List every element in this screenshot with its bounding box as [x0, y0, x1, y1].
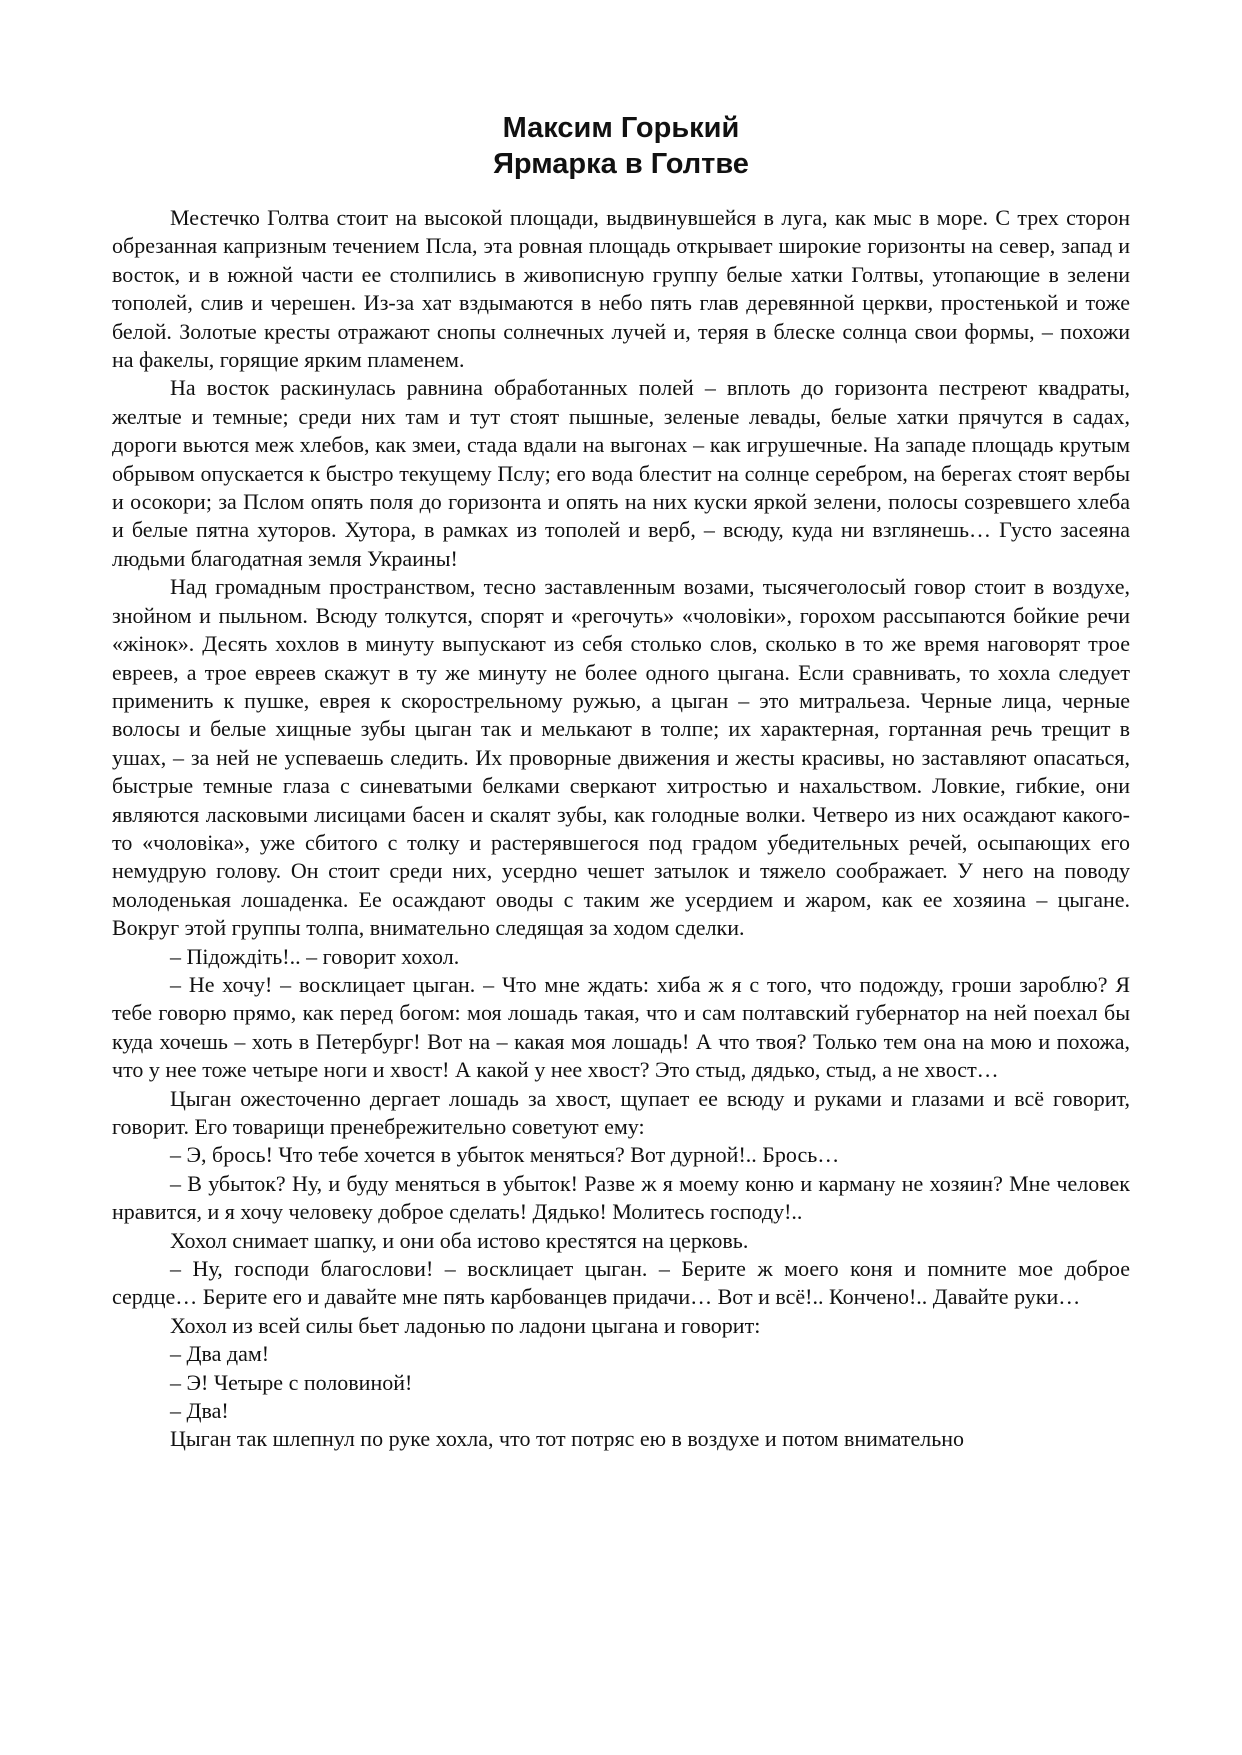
dialogue-line: – Два дам!: [170, 1341, 270, 1367]
paragraph: Хохол из всей силы бьет ладонью по ладони цыгана и говорит:: [170, 1312, 761, 1338]
dialogue-line: – Ну, господи благослови! – восклицает цыган. – Берите ж моего коня и помните мое доброе сердце… Берите его и давайте мне пять карбованцев придачи… Вот и всё!.. Кончено!.. Давайте руки…: [112, 1256, 1130, 1310]
dialogue-line: – Э, брось! Что тебе хочется в убыток меняться? Вот дурной!.. Брось…: [170, 1142, 840, 1168]
document-title: Ярмарка в Голтве: [493, 148, 749, 180]
document-header: [112, 110, 1130, 182]
dialogue-line: – В убыток? Ну, и буду меняться в убыток! Разве ж я моему коню и карману не хозяин? Мне человек нравится, и я хочу человеку доброе сделать! Дядько! Молитесь господу!..: [112, 1170, 1130, 1225]
dialogue-line: – Два!: [170, 1398, 229, 1424]
dialogue-line: – Не хочу! – восклицает цыган. – Что мне ждать: хиба ж я с того, что подожду, гроши зароблю? Я тебе говорю прямо, как перед богом: моя лошадь такая, что и сам полтавский губернатор на ней поехал бы куда хочешь – хоть в Петербург! Вот на – какая моя лошадь! А что твоя? Только тем она на мою и похожа, что у нее тоже четыре ноги и хвост! А какой у нее хвост? Это стыд, дядько, стыд, а не хвост…: [112, 971, 1130, 1083]
dialogue-line: – Пiдождiть!.. – говорит хохол.: [170, 943, 460, 969]
paragraph: На восток раскинулась равнина обработанных полей – вплоть до горизонта пестреют квадраты, желтые и темные; среди них там и тут стоят пышные, зеленые левады, белые хатки прячутся в садах, дороги вьются меж хлебов, как змеи, стада вдали на выгонах – как игрушечные. На западе площадь крутым обрывом опускается к быстро текущему Пслу; его вода блестит на солнце серебром, на берегах стоят вербы и осокори; за Пслом опять поля до горизонта и опять на них куски яркой зелени, полосы созревшего хлеба и белые пятна хуторов. Хутора, в рамках из тополей и верб, – всюду, куда ни взглянешь… Густо засеяна людьми благодатная земля Украины!: [112, 375, 1130, 571]
body-text: [112, 204, 1130, 1454]
paragraph: Хохол снимает шапку, и они оба истово крестятся на церковь.: [170, 1227, 749, 1253]
dialogue-line: – Э! Четыре с половиной!: [170, 1369, 413, 1395]
author-name: Максим Горький: [502, 112, 740, 144]
document-page: [112, 110, 1130, 1454]
paragraph: Над громадным пространством, тесно заставленным возами, тысячеголосый говор стоит в воздухе, знойном и пыльном. Всюду толкутся, спорят и «регочуть» «чоловiки», горохом рассыпаются бойкие речи «жiнок». Десять хохлов в минуту выпускают из себя столько слов, сколько в то же время наговорят трое евреев, а трое евреев скажут в ту же минуту не более одного цыгана. Если сравнивать, то хохла следует применить к пушке, еврея к скорострельному ружью, а цыган – это митральеза. Черные лица, черные волосы и белые хищные зубы цыган так и мелькают в толпе; их характерная, гортанная речь трещит в ушах, – за ней не успеваешь следить. Их проворные движения и жесты красивы, но заставляют опасаться, быстрые темные глаза с синеватыми белками сверкают хитростью и нахальством. Ловкие, гибкие, они являются ласковыми лисицами басен и скалят зубы, как голодные волки. Четверо из них осаждают какого-то «чоловiка», уже сбитого с толку и растерявшегося под градом убедительных речей, осыпающих его немудрую голову. Он стоит среди них, усердно чешет затылок и тяжело соображает. У него на поводу молоденькая лошаденка. Ее осаждают оводы с таким же усердием и жаром, как ее хозяина – цыгане. Вокруг этой группы толпа, внимательно следящая за ходом сделки.: [112, 574, 1130, 941]
paragraph: Местечко Голтва стоит на высокой площади, выдвинувшейся в луга, как мыс в море. С трех сторон обрезанная капризным течением Псла, эта ровная площадь открывает широкие горизонты на север, запад и восток, и в южной части ее столпились в живописную группу белые хатки Голтвы, утопающие в зелени тополей, слив и черешен. Из-за хат вздымаются в небо пять глав деревянной церкви, простенькой и тоже белой. Золотые кресты отражают снопы солнечных лучей и, теряя в блеске солнца свои формы, – похожи на факелы, горящие ярким пламенем.: [112, 205, 1130, 373]
paragraph: Цыган ожесточенно дергает лошадь за хвост, щупает ее всюду и руками и глазами и всё говорит, говорит. Его товарищи пренебрежительно советуют ему:: [112, 1085, 1130, 1139]
paragraph: Цыган так шлепнул по руке хохла, что тот потряс ею в воздухе и потом внимательно: [170, 1426, 965, 1452]
